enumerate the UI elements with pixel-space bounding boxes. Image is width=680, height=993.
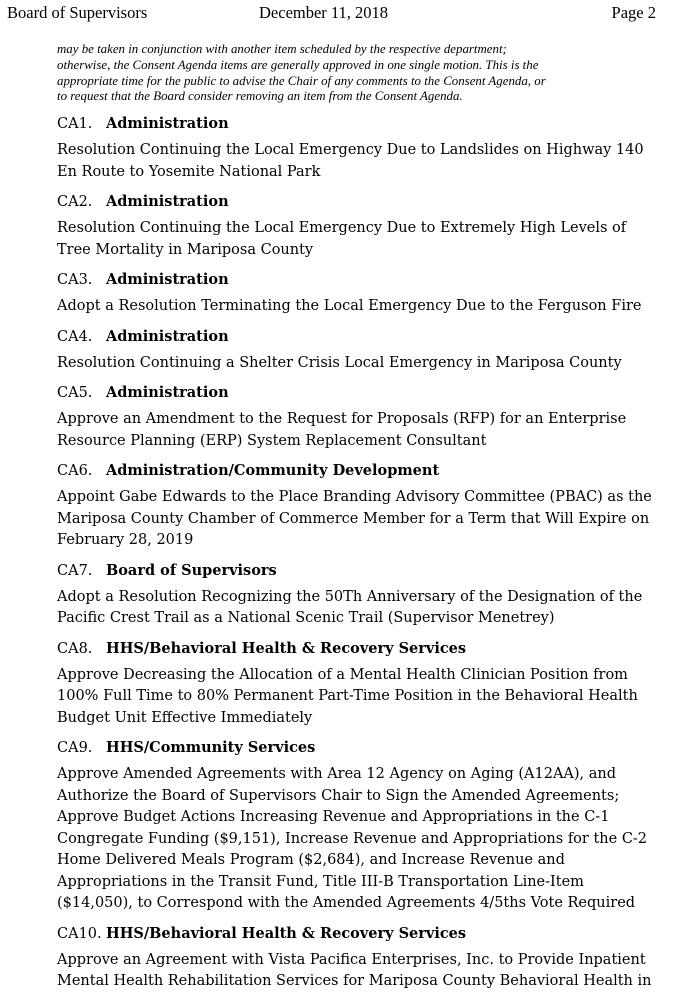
description-line: ($14,050), to Correspond with the Amended Agreements 4/5ths Vote Required — [57, 895, 636, 912]
description-line: Authorize the Board of Supervisors Chair to Sign the Amended Agreements; — [57, 787, 620, 804]
intro-line: may be taken in conjunction with another item scheduled by the respective department; — [57, 42, 507, 56]
agenda-item-number: CA5. — [57, 385, 93, 402]
agenda-item-description — [57, 140, 654, 183]
description-line: Mental Health Rehabilitation Services for Mariposa County Behavioral Health in — [57, 973, 652, 990]
agenda-item-heading — [57, 382, 654, 404]
description-line: Home Delivered Meals Program ($2,684), and Increase Revenue and — [57, 852, 565, 869]
description-line: Appropriations in the Transit Fund, Title III-B Transportation Line-Item — [57, 873, 584, 890]
description-line: Pacific Crest Trail as a National Scenic Trail (Supervisor Menetrey) — [57, 610, 555, 627]
agenda-item-number: CA1. — [57, 116, 93, 133]
agenda-item-number: CA8. — [57, 640, 93, 657]
agenda-item-number: CA4. — [57, 328, 93, 345]
agenda-item-department: Administration — [106, 271, 229, 289]
agenda-item — [57, 113, 654, 183]
agenda-item-description — [57, 353, 654, 375]
agenda-item-department: Administration/Community Development — [106, 462, 440, 480]
agenda-content — [57, 42, 654, 993]
intro-line: to request that the Board consider removing an item from the Consent Agenda. — [57, 89, 463, 104]
agenda-item-description — [57, 587, 654, 630]
intro-line: appropriate time for the public to advise the Chair of any comments to the Consent Agenda, or — [57, 73, 546, 88]
agenda-item — [57, 638, 654, 730]
description-line: Adopt a Resolution Terminating the Local Emergency Due to the Ferguson Fire — [57, 298, 642, 315]
agenda-item-heading — [57, 460, 654, 482]
agenda-item-department: Administration — [106, 327, 229, 345]
agenda-item-heading — [57, 113, 654, 135]
agenda-item — [57, 191, 654, 261]
description-line: Approve Decreasing the Allocation of a Mental Health Clinician Position from — [57, 666, 628, 683]
description-line: Congregate Funding ($9,151), Increase Revenue and Appropriations for the C-2 — [57, 830, 648, 847]
description-line: Resolution Continuing the Local Emergency Due to Extremely High Levels of — [57, 220, 627, 237]
description-line: Approve an Agreement with Vista Pacifica Enterprises, Inc. to Provide Inpatient — [57, 951, 646, 968]
page-header — [7, 3, 656, 25]
agenda-item-description — [57, 218, 654, 261]
agenda-item-heading — [57, 326, 654, 348]
header-page-number: Page 2 — [611, 3, 656, 22]
agenda-item-number: CA6. — [57, 463, 93, 480]
agenda-item-department: HHS/Behavioral Health & Recovery Services — [106, 924, 467, 942]
description-line: Appoint Gabe Edwards to the Place Branding Advisory Committee (PBAC) as the — [57, 489, 652, 506]
agenda-item-department: HHS/Community Services — [106, 739, 316, 757]
description-line: Approve an Amendment to the Request for Proposals (RFP) for an Enterprise — [57, 411, 627, 428]
agenda-item-number: CA9. — [57, 740, 93, 757]
agenda-item-heading — [57, 923, 654, 945]
agenda-item-heading — [57, 269, 654, 291]
agenda-item — [57, 923, 654, 993]
agenda-item-description — [57, 764, 654, 915]
description-line: Budget Unit Effective Immediately — [57, 709, 313, 726]
agenda-item-heading — [57, 638, 654, 660]
agenda-item-heading — [57, 191, 654, 213]
agenda-item-department: Administration — [106, 193, 229, 211]
agenda-item-description — [57, 487, 654, 552]
agenda-item-heading — [57, 737, 654, 759]
agenda-item — [57, 326, 654, 375]
intro-line: otherwise, the Consent Agenda items are generally approved in one single motion. This is the — [57, 57, 539, 72]
description-line: Mariposa County Chamber of Commerce Member for a Term that Will Expire on — [57, 510, 650, 527]
agenda-item-description — [57, 409, 654, 452]
description-line: Resource Planning (ERP) System Replacement Consultant — [57, 432, 487, 449]
agenda-item — [57, 737, 654, 915]
agenda-item-number: CA2. — [57, 194, 93, 211]
description-line: Tree Mortality in Mariposa County — [57, 241, 314, 258]
agenda-item-department: Administration — [106, 384, 229, 402]
agenda-item — [57, 460, 654, 552]
description-line: Approve Amended Agreements with Area 12 Agency on Aging (A12AA), and — [57, 766, 617, 783]
agenda-item-heading — [57, 560, 654, 582]
agenda-item-number: CA3. — [57, 272, 93, 289]
description-line: En Route to Yosemite National Park — [57, 163, 321, 180]
description-line: Resolution Continuing the Local Emergency Due to Landslides on Highway 140 — [57, 142, 644, 159]
description-line: 100% Full Time to 80% Permanent Part-Time Position in the Behavioral Health — [57, 688, 638, 705]
agenda-item-department: HHS/Behavioral Health & Recovery Services — [106, 639, 467, 657]
header-date: December 11, 2018 — [259, 3, 389, 22]
agenda-item-number: CA10. — [57, 925, 102, 942]
agenda-item — [57, 560, 654, 630]
agenda-item-description — [57, 950, 654, 993]
agenda-item-department: Administration — [106, 115, 229, 133]
description-line: February 28, 2019 — [57, 532, 194, 549]
agenda-item-description — [57, 665, 654, 730]
agenda-item — [57, 382, 654, 452]
agenda-item-number: CA7. — [57, 562, 93, 579]
description-line: Adopt a Resolution Recognizing the 50Th Anniversary of the Designation of the — [57, 588, 643, 605]
header-board-name: Board of Supervisors — [7, 3, 148, 22]
consent-agenda-items — [57, 113, 654, 993]
description-line: Resolution Continuing a Shelter Crisis Local Emergency in Mariposa County — [57, 354, 622, 371]
consent-agenda-intro — [57, 42, 654, 105]
agenda-item — [57, 269, 654, 318]
agenda-item-description — [57, 296, 654, 318]
description-line: Approve Budget Actions Increasing Revenue and Appropriations in the C-1 — [57, 809, 610, 826]
agenda-item-department: Board of Supervisors — [106, 561, 277, 579]
